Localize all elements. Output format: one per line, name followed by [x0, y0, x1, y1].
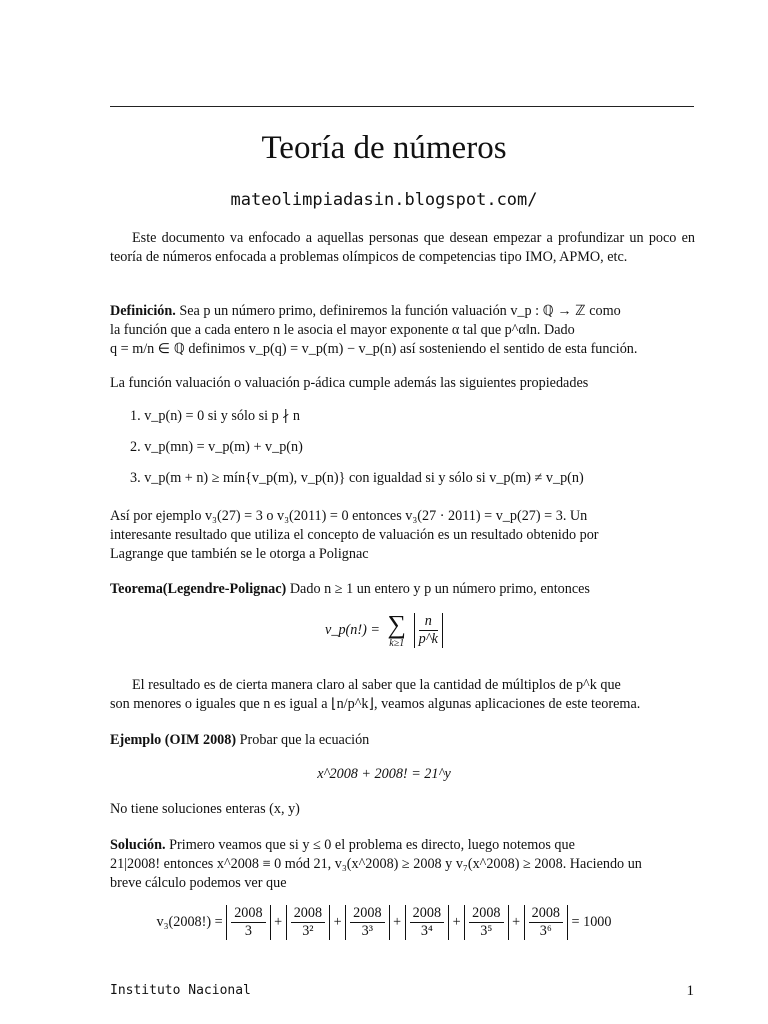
floor-term-2: [286, 905, 330, 940]
definition-line-2: la función que a cada entero n le asocia el mayor exponente α tal que p^α‖n. Dado: [110, 322, 575, 338]
properties-list: [130, 408, 690, 501]
floor-term-6: [524, 905, 568, 940]
definition-line-1: Sea p un número primo, definiremos la función valuación v_p : ℚ → ℤ como: [179, 303, 621, 319]
footer-institution: Instituto Nacional: [110, 983, 251, 998]
example-line-1: Así por ejemplo v₃(27) = 3 o v₃(2011) = 0 entonces v₃(27 · 2011) = v_p(27) = 3. Un: [110, 508, 588, 524]
example-line-3: Lagrange que también se le otorga a Polignac: [110, 546, 369, 562]
property-item: 2. v_p(mn) = v_p(m) + v_p(n): [130, 439, 303, 455]
result-line-1: El resultado es de cierta manera claro al saber que la cantidad de múltiplos de p^k que: [132, 677, 621, 693]
property-item: 3. v_p(m + n) ≥ mín{v_p(m), v_p(n)} con igualdad si y sólo si v_p(m) ≠ v_p(n): [130, 470, 584, 486]
term-denominator: 3: [244, 923, 252, 939]
final-result: = 1000: [571, 913, 612, 930]
theorem-text: Dado n ≥ 1 un entero y p un número primo, entonces: [289, 581, 590, 597]
example-paragraph: [110, 507, 695, 564]
floor-fraction: [414, 613, 443, 648]
formula-lhs: v_p(n!) =: [325, 621, 380, 638]
ejemplo-formula: x^2008 + 2008! = 21^y: [317, 766, 451, 782]
definition-line-3: q = m/n ∈ ℚ definimos v_p(q) = v_p(m) − v_p(n) así sosteniendo el sentido de esta función.: [110, 341, 638, 357]
solucion-paragraph: [110, 836, 695, 893]
fraction-numerator: n: [419, 613, 438, 631]
floor-term-5: [464, 905, 508, 940]
floor-term-1: [226, 905, 270, 940]
ejemplo-label: Ejemplo (OIM 2008): [110, 732, 237, 748]
top-rule: [110, 106, 694, 107]
term-denominator: 3⁶: [539, 923, 552, 939]
properties-intro: La función valuación o valuación p-ádica cumple además las siguientes propiedades: [110, 375, 589, 391]
page-number: 1: [686, 983, 694, 999]
theorem-paragraph: [110, 580, 695, 599]
definition-label: Definición.: [110, 303, 176, 319]
intro-paragraph: Este documento va enfocado a aquellas personas que desean empezar a profundizar un poco en teoría de números enfocada a problemas olímpicos de competencias tipo IMO, APMO, etc.: [110, 230, 695, 265]
term-numerator: 2008: [231, 905, 265, 923]
ejemplo-paragraph: [110, 731, 695, 750]
fraction-denominator: p^k: [418, 631, 438, 647]
term-denominator: 3⁴: [420, 923, 433, 939]
result-line-2: son menores o iguales que n es igual a ⌊n/p^k⌋, veamos algunas aplicaciones de este teorema.: [110, 696, 641, 712]
term-denominator: 3⁵: [480, 923, 493, 939]
legendre-formula: [0, 612, 768, 649]
property-item: 1. v_p(n) = 0 si y sólo si p ∤ n: [130, 408, 300, 424]
term-numerator: 2008: [410, 905, 444, 923]
term-denominator: 3²: [302, 923, 314, 939]
term-denominator: 3³: [361, 923, 374, 939]
term-numerator: 2008: [291, 905, 325, 923]
floor-term-3: [345, 905, 389, 940]
sum-symbol: ∑ k≥1: [387, 610, 407, 649]
solucion-line-2: 21|2008! entonces x^2008 ≡ 0 mód 21, v₃(x^2008) ≥ 2008 y v₇(x^2008) ≥ 2008. Haciendo un: [110, 856, 642, 872]
solucion-line-3: breve cálculo podemos ver que: [110, 875, 287, 891]
term-numerator: 2008: [350, 905, 384, 923]
example-line-2: interesante resultado que utiliza el concepto de valuación es un resultado obtenido por: [110, 527, 599, 543]
floor-term-4: [405, 905, 449, 940]
theorem-label: Teorema(Legendre-Polignac): [110, 581, 287, 597]
page-title: Teoría de números: [261, 130, 507, 166]
blog-url: mateolimpiadasin.blogspot.com/: [230, 190, 538, 210]
term-numerator: 2008: [469, 905, 503, 923]
solucion-line-1: Primero veamos que si y ≤ 0 el problema es directo, luego notemos que: [169, 837, 575, 853]
final-formula: v₃(2008!) = $\frac{2008}{3}$ + $\frac{2008}{\text{3²}}$ + $\frac{2008}{\text{3³}}$ + $\frac{2008}{\text{3⁴}}$ + $\frac{2008}{\text{3⁵}}$ + $\frac{2008}{\text{3⁶}}$ = 1000: [156, 905, 612, 939]
ejemplo-after: No tiene soluciones enteras (x, y): [110, 801, 300, 817]
final-lhs: v₃(2008!) =: [156, 913, 223, 930]
solucion-label: Solución.: [110, 837, 166, 853]
term-numerator: 2008: [529, 905, 563, 923]
definition-paragraph: [110, 302, 695, 359]
ejemplo-text: Probar que la ecuación: [239, 732, 370, 748]
sum-subscript: k≥1: [389, 638, 405, 649]
result-paragraph: [110, 676, 695, 714]
